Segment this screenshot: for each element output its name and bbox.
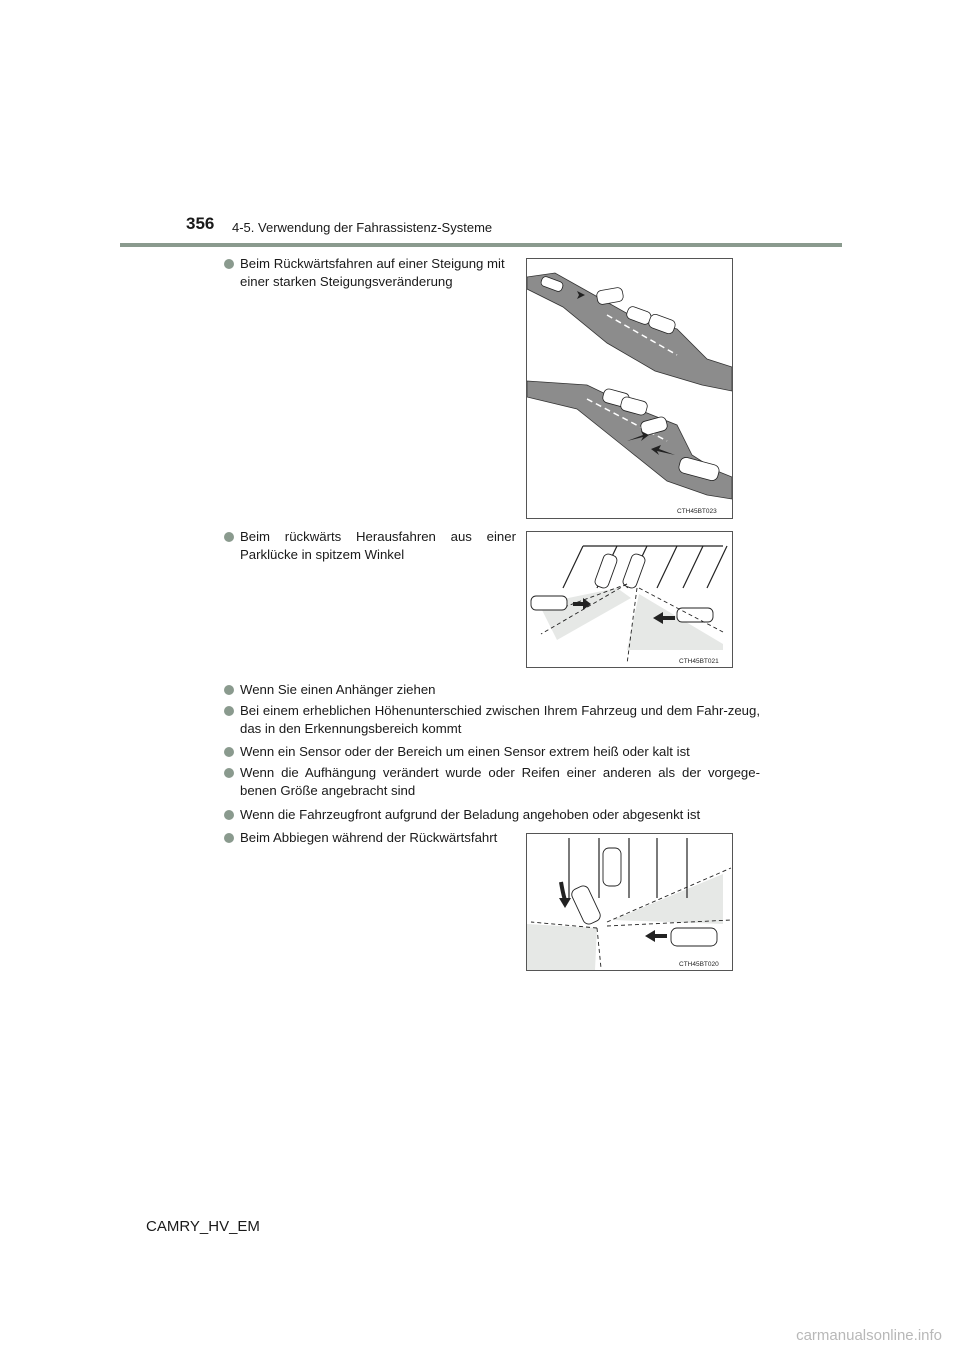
list-item-text: Beim Rückwärtsfahren auf einer Steigung mit einer starken Steigungsveränderung (240, 256, 505, 289)
figure-code: CTH45BT023 (677, 508, 717, 515)
list-item-text: Bei einem erheblichen Höhenunterschied zwischen Ihrem Fahrzeug und dem Fahr-zeug, das in den Erkennungsbereich kommt (240, 703, 760, 736)
list-item-text: Wenn ein Sensor oder der Bereich um einen Sensor extrem heiß oder kalt ist (240, 744, 690, 759)
section-title: 4-5. Verwendung der Fahrassistenz-Systeme (232, 220, 493, 235)
list-item (224, 743, 760, 761)
bullet-icon (224, 833, 234, 843)
turning-while-reversing-illustration (527, 834, 732, 970)
watermark: carmanualsonline.info (796, 1327, 942, 1344)
list-item-text: Wenn Sie einen Anhänger ziehen (240, 682, 436, 697)
figure-angled-parking-exit (526, 531, 733, 668)
list-item (224, 806, 760, 824)
list-item (224, 702, 760, 738)
bullet-icon (224, 706, 234, 716)
list-item-text: Beim rückwärts Herausfahren aus einer Parklücke in spitzem Winkel (240, 529, 516, 562)
list-item (224, 255, 516, 291)
figure-turning-while-reversing (526, 833, 733, 971)
list-item (224, 764, 760, 800)
bullet-icon (224, 259, 234, 269)
list-item-text: Beim Abbiegen während der Rückwärtsfahrt (240, 830, 498, 845)
list-item (224, 829, 516, 847)
page-number: 356 (186, 214, 215, 233)
list-item (224, 528, 516, 564)
bullet-icon (224, 532, 234, 542)
list-item-text: Wenn die Fahrzeugfront aufgrund der Beladung angehoben oder abgesenkt ist (240, 807, 701, 822)
header-divider (120, 243, 842, 247)
slope-reversing-illustration (527, 259, 732, 518)
figure-code: CTH45BT020 (679, 961, 719, 968)
list-item-text: Wenn die Aufhängung verändert wurde oder Reifen einer anderen als der vorgege-benen Größe angebracht sind (240, 765, 760, 798)
model-code: CAMRY_HV_EM (146, 1218, 260, 1235)
bullet-icon (224, 768, 234, 778)
figure-code: CTH45BT021 (679, 658, 719, 665)
angled-parking-exit-illustration (527, 532, 732, 667)
bullet-icon (224, 810, 234, 820)
list-item (224, 681, 760, 699)
bullet-icon (224, 685, 234, 695)
bullet-icon (224, 747, 234, 757)
figure-slope-reversing (526, 258, 733, 519)
